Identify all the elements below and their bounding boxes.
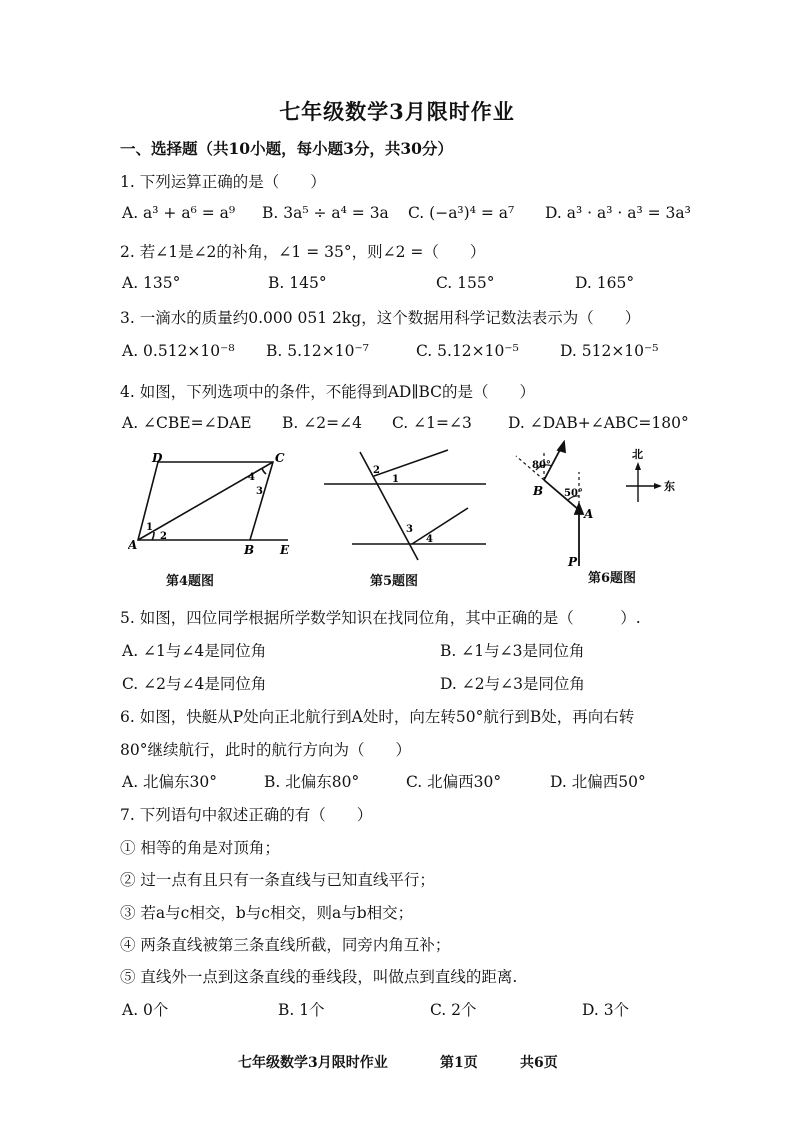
fig6-label-east: 东 [664,480,675,493]
footer-total-pages: 共6页 [520,1055,558,1071]
question-6-stem-cont: 80°继续航行，此时的航行方向为（ ） [120,741,411,759]
fig4-label-a: A [128,538,138,552]
q7-option-a: A. 0个 [122,1001,169,1019]
question-3-stem: 3. 一滴水的质量约0.000 051 2kg，这个数据用科学记数法表示为（ ） [120,309,641,327]
fig6-label-north: 北 [632,448,643,461]
q2-option-c: C. 155° [436,274,495,292]
question-1-stem: 1. 下列运算正确的是（ ） [120,173,326,191]
fig5-angle-1: 1 [392,474,399,485]
q3-option-d: D. 512×10⁻⁵ [560,342,659,360]
footer-page-number: 第1页 [440,1055,478,1071]
figure-6-caption: 第6题图 [588,571,637,586]
fig4-label-c: C [275,452,285,465]
q2-option-a: A. 135° [122,274,181,292]
fig6-label-p: P [568,555,578,569]
fig6-label-b: B [533,484,544,498]
q7-option-d: D. 3个 [582,1001,630,1019]
q4-option-a: A. ∠CBE=∠DAE [122,414,252,432]
q3-option-a: A. 0.512×10⁻⁸ [122,342,235,360]
q1-option-a: A. a³ + a⁶ = a⁹ [122,204,236,222]
fig4-arc-1 [152,532,154,540]
fig4-label-b: B [244,543,255,557]
fig6-compass-north-arrow [635,462,641,470]
q2-option-d: D. 165° [575,274,635,292]
q7-statement-5: ⑤ 直线外一点到这条直线的垂线段，叫做点到直线的距离. [120,968,518,986]
fig4-angle-2: 2 [160,531,167,542]
fig6-arrow-end [558,442,565,452]
q2-option-b: B. 145° [268,274,327,292]
q6-option-c: C. 北偏西30° [406,773,502,791]
figure-5-caption: 第5题图 [370,574,419,589]
fig5-angle-2: 2 [373,465,380,476]
q6-option-b: B. 北偏东80° [264,773,360,791]
figure-6 [506,440,686,570]
q1-option-c: C. (−a³)⁴ = a⁷ [408,204,515,222]
q7-statement-1: ① 相等的角是对顶角； [120,839,280,857]
fig4-angle-3: 3 [256,486,263,497]
q4-option-c: C. ∠1=∠3 [392,414,472,432]
q1-option-d: D. a³ · a³ · a³ = 3a³ [545,204,691,222]
question-5-stem: 5. 如图，四位同学根据所学数学知识在找同位角，其中正确的是（ ）. [120,609,641,627]
question-6-stem: 6. 如图，快艇从P处向正北航行到A处时，向左转50°航行到B处，再向右转 [120,708,635,726]
question-4-stem: 4. 如图，下列选项中的条件，不能得到AD∥BC的是（ ） [120,383,536,401]
fig5-ray-lower [412,508,468,544]
fig5-angle-3: 3 [406,524,413,535]
figure-5 [318,448,490,563]
page-title: 七年级数学3月限时作业 [279,99,515,124]
figure-4 [128,452,298,562]
q4-option-b: B. ∠2=∠4 [282,414,362,432]
q4-option-d: D. ∠DAB+∠ABC=180° [508,414,689,432]
fig4-label-e: E [280,543,290,557]
q5-option-b: B. ∠1与∠3是同位角 [440,642,585,660]
q7-statement-2: ② 过一点有且只有一条直线与已知直线平行； [120,871,435,889]
q7-option-b: B. 1个 [278,1001,325,1019]
q6-option-a: A. 北偏东30° [122,773,218,791]
q5-option-d: D. ∠2与∠3是同位角 [440,675,585,693]
fig5-angle-4: 4 [426,534,433,545]
fig5-ray-upper [374,450,448,476]
q7-option-c: C. 2个 [430,1001,477,1019]
q5-option-a: A. ∠1与∠4是同位角 [122,642,267,660]
fig6-angle-50: 50° [564,488,583,499]
q1-option-b: B. 3a⁵ ÷ a⁴ = 3a [262,204,389,222]
q3-option-c: C. 5.12×10⁻⁵ [416,342,519,360]
q3-option-b: B. 5.12×10⁻⁷ [266,342,369,360]
figure-4-caption: 第4题图 [166,574,215,589]
question-2-stem: 2. 若∠1是∠2的补角，∠1 = 35°，则∠2 =（ ） [120,243,486,261]
fig6-label-a: A [584,507,594,521]
q6-option-d: D. 北偏西50° [550,773,646,791]
fig4-arc-3 [262,468,266,474]
fig6-compass-east-arrow [654,483,662,489]
q7-statement-3: ③ 若a与c相交，b与c相交，则a与b相交； [120,904,414,922]
q5-option-c: C. ∠2与∠4是同位角 [122,675,267,693]
fig4-label-d: D [152,452,163,465]
q7-statement-4: ④ 两条直线被第三条直线所截，同旁内角互补； [120,936,451,954]
fig6-angle-80: 80° [532,460,551,471]
section-heading: 一、选择题（共10小题，每小题3分，共30分） [120,139,453,158]
fig4-angle-4: 4 [248,472,255,483]
question-7-stem: 7. 下列语句中叙述正确的有（ ） [120,806,373,824]
fig4-angle-1: 1 [146,522,153,533]
footer-title: 七年级数学3月限时作业 [238,1055,388,1071]
